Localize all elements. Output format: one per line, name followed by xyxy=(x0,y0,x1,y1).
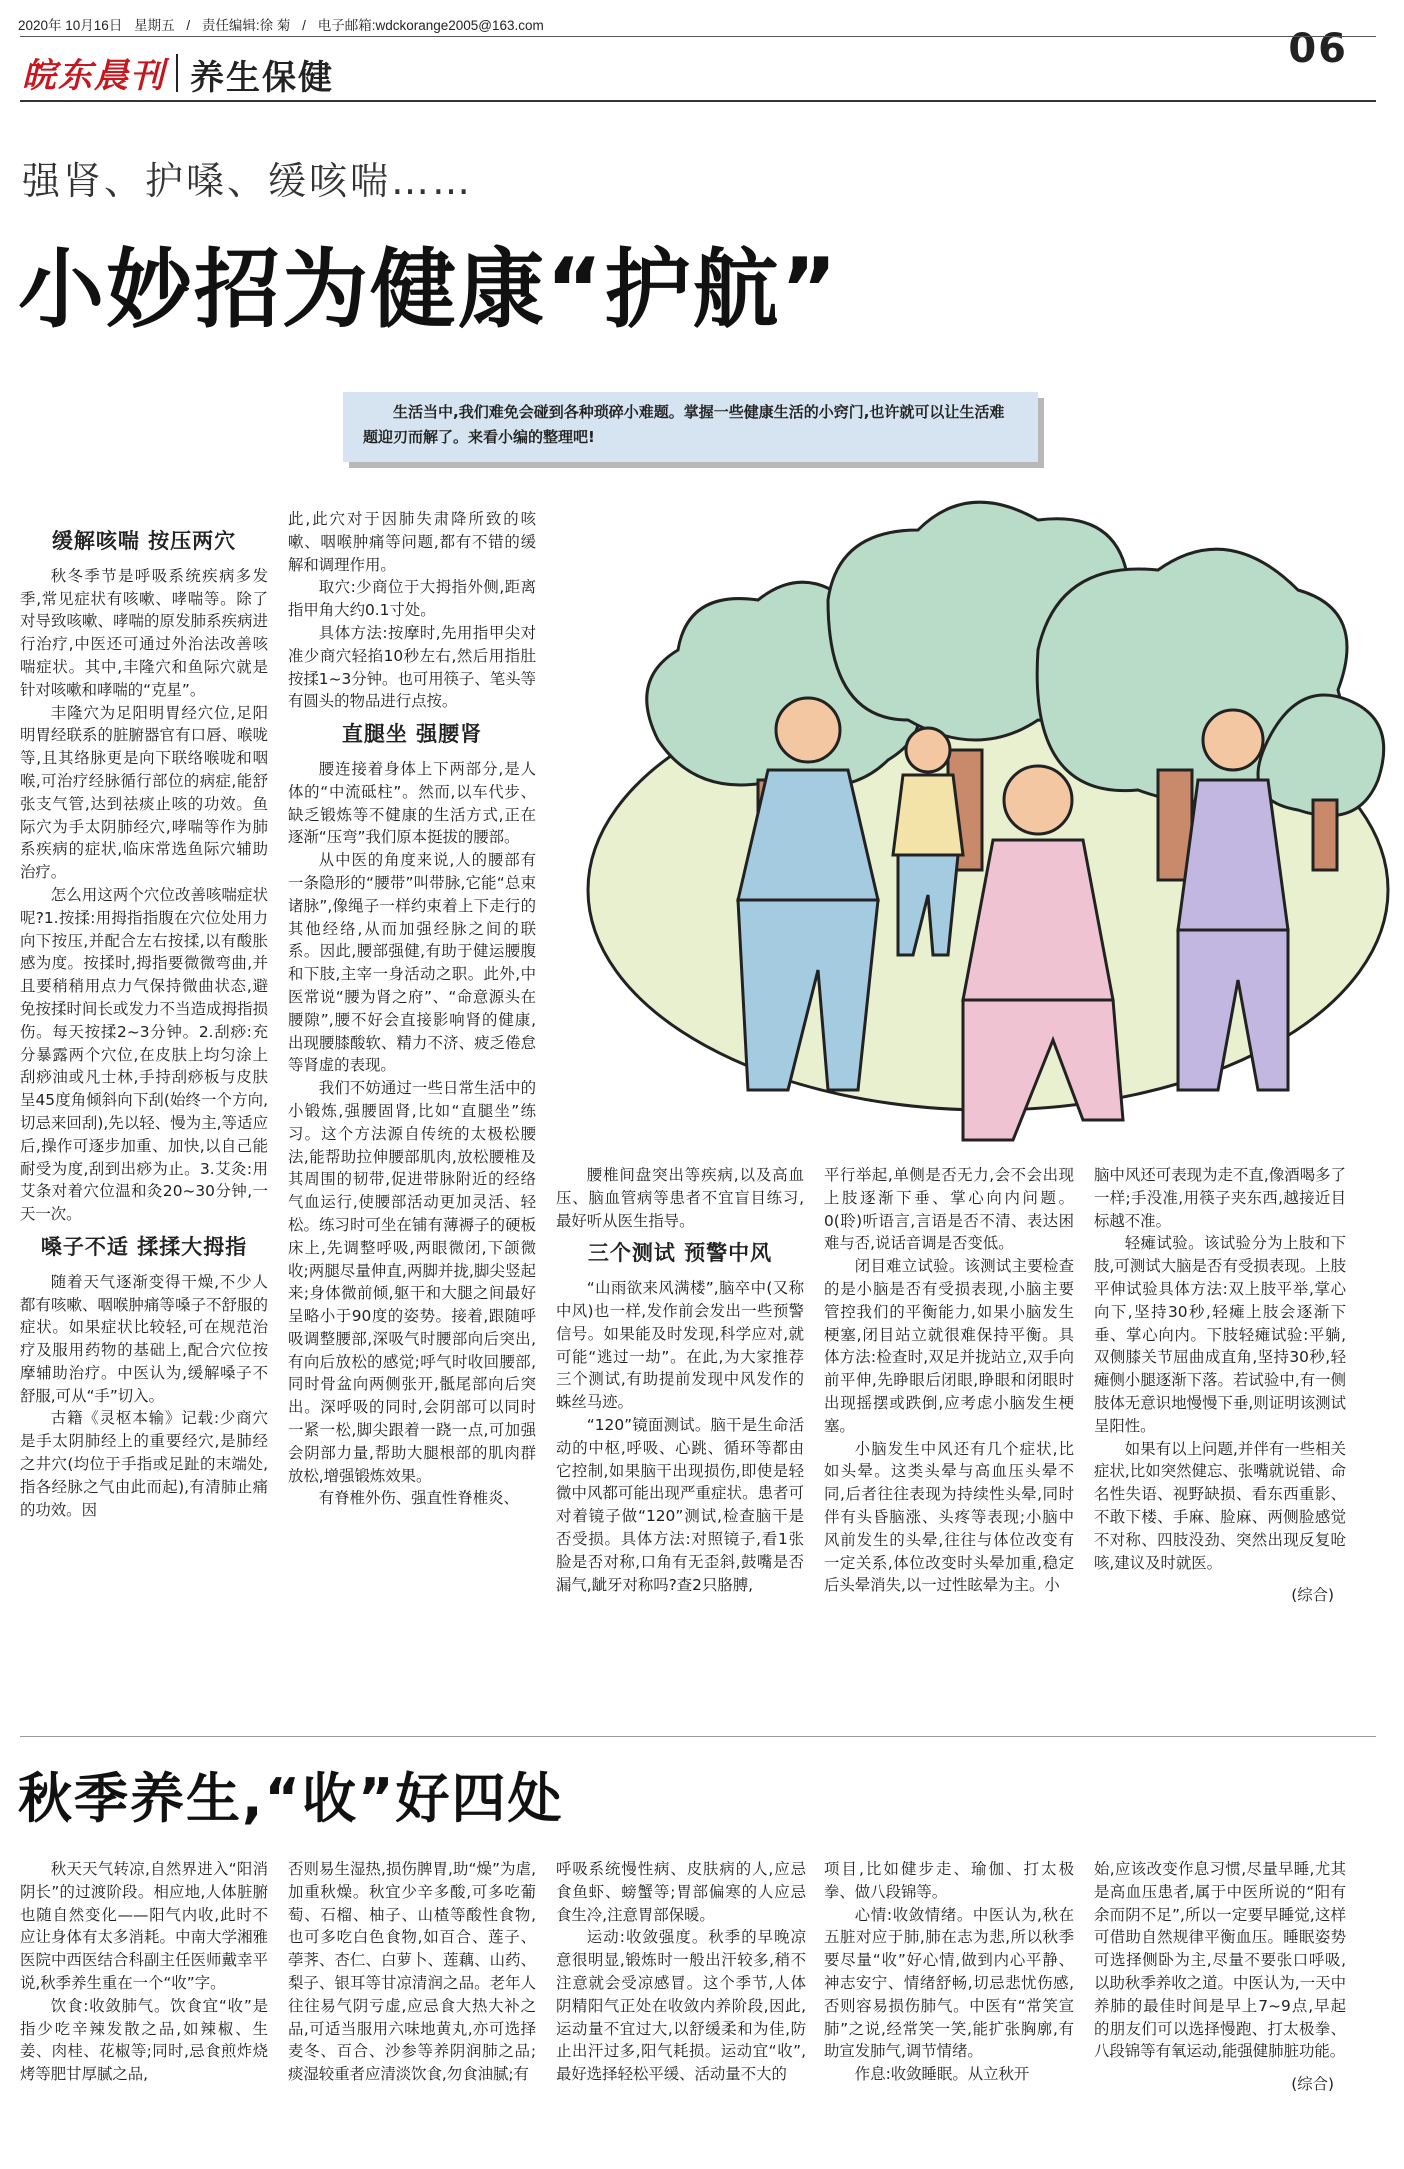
paragraph: 取穴:少商位于大拇指外侧,距离指甲角大约0.1寸处。 xyxy=(288,578,536,620)
article2-column-1 xyxy=(20,1858,268,2086)
paragraph: 腰椎间盘突出等疾病,以及高血压、脑血管病等患者不宜盲目练习,最好听从医生指导。 xyxy=(556,1166,804,1230)
article1-column-2 xyxy=(288,508,536,1510)
header-meta: 2020年 10月16日 星期五 / 责任编辑:徐 菊 / 电子邮箱:wdckorange2005@163.com xyxy=(18,18,544,33)
header-email[interactable]: 电子邮箱:wdckorange2005@163.com xyxy=(317,18,544,33)
article2-column-2 xyxy=(288,1858,536,2086)
paragraph: 怎么用这两个穴位改善咳喘症状呢?1.按揉:用拇指指腹在穴位处用力向下按压,并配合左右按揉,以有酸胀感为度。按揉时,拇指要微微弯曲,并且要稍稍用点力气保持微曲状态,避免按揉时间长或发力不当造成拇指损伤。每天按揉2~3分钟。2.刮痧:充分暴露两个穴位,在皮肤上均匀涂上刮痧油或凡士林,手持刮痧板与皮肤呈45度角倾斜向下刮(始终一个方向,切忌来回刮),先以轻、慢为主,等适应后,操作可逐步加重、加快,以自己能耐受为度,刮到出痧为止。3.艾灸:用艾条对着穴位温和灸20~30分钟,一天一次。 xyxy=(20,885,268,1224)
paragraph: 秋冬季节是呼吸系统疾病多发季,常见症状有咳嗽、哮喘等。除了对导致咳嗽、哮喘的原发肺系疾病进行治疗,中医还可通过外治法改善咳喘症状。其中,丰隆穴和鱼际穴就是针对咳嗽和哮喘的“克星”。 xyxy=(20,566,268,699)
article1-column-1 xyxy=(20,520,268,1521)
logo-separator xyxy=(176,54,178,92)
paragraph: “山雨欲来风满楼”,脑卒中(又称中风)也一样,发作前会发出一些预警信号。如果能及时发现,科学应对,就可能“逃过一劫”。在此,为大家推荐三个测试,有助提前发现中风发作的蛛丝马迹。 xyxy=(556,1279,804,1412)
signoff: (综合) xyxy=(1291,1586,1334,1605)
paragraph: 此,此穴对于因肺失肃降所致的咳嗽、咽喉肿痛等问题,都有不错的缓解和调理作用。 xyxy=(288,510,536,574)
paragraph: “120”镜面测试。脑干是生命活动的中枢,呼吸、心跳、循环等都由它控制,如果脑干出现损伤,即使是轻微中风都可能出现严重症状。患者可对着镜子做“120”测试,检查脑干是否受损。具体方法:对照镜子,看1张脸是否对称,口角有无歪斜,鼓嘴是否漏气,龇牙对称吗?查2只胳膊, xyxy=(556,1415,804,1594)
article2-title: 秋季养生,“收”好四处 xyxy=(18,1767,564,1830)
paragraph: 项目,比如健步走、瑜伽、打太极拳、做八段锦等。 xyxy=(824,1860,1074,1901)
tai-chi-illustration xyxy=(568,480,1398,1160)
paragraph: 古籍《灵枢本输》记载:少商穴是手太阴肺经上的重要经穴,是肺经之井穴(均位于手指或足趾的末端处,指各经脉之气由此而起),有清肺止痛的功效。因 xyxy=(20,1409,268,1519)
paragraph: 轻瘫试验。该试验分为上肢和下肢,可测试大脑是否有受损表现。上肢平伸试验具体方法:双上肢平举,掌心向下,坚持30秒,轻瘫上肢会逐渐下垂、掌心向内。下肢轻瘫试验:平躺,双侧膝关节屈曲成直角,坚持30秒,轻瘫侧小腿逐渐下落。若试验中,有一侧肢体无意识地慢慢下垂,则证明该测试呈阳性。 xyxy=(1094,1234,1346,1435)
article2-column-4 xyxy=(824,1858,1074,2086)
article2-column-3 xyxy=(556,1858,806,2086)
signoff: (综合) xyxy=(1291,2075,1334,2094)
paragraph: 具体方法:按摩时,先用指甲尖对准少商穴轻掐10秒左右,然后用指肚按揉1~3分钟。也可用筷子、笔头等有圆头的物品进行点按。 xyxy=(288,623,536,711)
paragraph: 从中医的角度来说,人的腰部有一条隐形的“腰带”叫带脉,它能“总束诸脉”,像绳子一样约束着上下走行的其他经络,从而加强经脉之间的联系。因此,腰部强健,有助于健运腰腹和下肢,主宰一身活动之职。此外,中医常说“腰为肾之府”、“命意源头在腰隙”,腰不好会直接影响肾的健康,出现腰膝酸软、精力不济、疲乏倦怠等肾虚的表现。 xyxy=(288,851,536,1075)
page-number: 06 xyxy=(1288,26,1348,72)
paragraph: 心情:收敛情绪。中医认为,秋在五脏对应于肺,肺在志为悲,所以秋季要尽量“收”好心情,做到内心平静、神志安宁、情绪舒畅,切忌悲忧伤感,否则容易损伤肺气。中医有“常笑宣肺”之说,经常笑一笑,能扩张胸廓,有助宣发肺气,调节情绪。 xyxy=(824,1905,1074,2061)
article1-column-4 xyxy=(824,1164,1074,1597)
subheading-stroke: 三个测试 预警中风 xyxy=(587,1241,773,1266)
paragraph: 运动:收敛强度。秋季的早晚凉意很明显,锻炼时一般出汗较多,稍不注意就会受凉感冒。这个季节,人体阴精阳气正处在收敛内养阶段,因此,运动量不宜过大,以舒缓柔和为佳,防止出汗过多,阳气耗损。运动宜“收”,最好选择轻松平缓、活动量不大的 xyxy=(556,1928,806,2084)
header-editor: 责任编辑:徐 菊 xyxy=(201,18,291,33)
paragraph: 闭目难立试验。该测试主要检查的是小脑是否有受损表现,小脑主要管控我们的平衡能力,如果小脑发生梗塞,闭目站立就很难保持平衡。具体方法:检查时,双足并拢站立,双手向前平伸,先睁眼后闭眼,睁眼和闭眼时出现摇摆或跌倒,应考虑小脑发生梗塞。 xyxy=(824,1257,1074,1435)
paragraph: 小脑发生中风还有几个症状,比如头晕。这类头晕与高血压头晕不同,后者往往表现为持续性头晕,同时伴有头昏脑涨、头疼等表现;小脑中风前发生的头晕,往往与体位改变有一定关系,体位改变时头晕加重,稳定后头晕消失,以一过性眩晕为主。小 xyxy=(824,1439,1074,1595)
article1-intro xyxy=(343,392,1038,462)
paragraph: 随着天气逐渐变得干燥,不少人都有咳嗽、咽喉肿痛等嗓子不舒服的症状。如果症状比较轻,可在规范治疗及服用药物的基础上,配合穴位按摩辅助治疗。中医认为,缓解嗓子不舒服,可从“手”切入。 xyxy=(20,1272,268,1405)
subheading-throat: 嗓子不适 揉揉大拇指 xyxy=(40,1234,248,1259)
paragraph: 平行举起,单侧是否无力,会不会出现上肢逐渐下垂、掌心向内问题。0(聆)听语言,言语是否不清、表达困难与否,说话音调是否变低。 xyxy=(824,1166,1074,1253)
header-rule-top xyxy=(20,36,1376,37)
paragraph: 呼吸系统慢性病、皮肤病的人,应忌食鱼虾、螃蟹等;胃部偏寒的人应忌食生冷,注意胃部保暖。 xyxy=(556,1860,806,1924)
paragraph: 有脊椎外伤、强直性脊椎炎、 xyxy=(318,1489,519,1508)
header-rule-bottom xyxy=(20,100,1376,102)
paper-logo: 皖东晨刊 xyxy=(22,56,166,96)
article1-subtitle: 强肾、护嗓、缓咳喘…… xyxy=(22,159,474,203)
paragraph: 作息:收敛睡眠。从立秋开 xyxy=(854,2065,1030,2084)
article1-column-3 xyxy=(556,1164,804,1596)
article-divider xyxy=(20,1736,1376,1737)
paragraph: 如果有以上问题,并伴有一些相关症状,比如突然健忘、张嘴就说错、命名性失语、视野缺损、看东西重影、不敢下楼、手麻、脸麻、两侧脸感觉不对称、四肢没劲、突然出现反复呛咳,建议及时就医。 xyxy=(1094,1439,1346,1572)
subheading-waist: 直腿坐 强腰肾 xyxy=(341,722,483,747)
paragraph: 丰隆穴为足阳明胃经穴位,足阳明胃经联系的脏腑器官有口唇、喉咙等,且其络脉更是向下联络喉咙和咽喉,可治疗经脉循行部位的病症,能舒张支气管,达到祛痰止咳的功效。鱼际穴为手太阴肺经穴,哮喘等作为肺系疾病的症状,临床常选鱼际穴辅助治疗。 xyxy=(20,703,268,882)
article2-column-5 xyxy=(1094,1858,1346,2096)
article1-column-5 xyxy=(1094,1164,1346,1607)
subheading-cough: 缓解咳喘 按压两穴 xyxy=(51,529,237,553)
paragraph: 饮食:收敛肺气。饮食宜“收”是指少吃辛辣发散之品,如辣椒、生姜、肉桂、花椒等;同时,忌食煎炸烧烤等肥甘厚腻之品, xyxy=(20,1996,268,2084)
header-date: 2020年 10月16日 xyxy=(18,18,123,33)
intro-text: 生活当中,我们难免会碰到各种琐碎小难题。掌握一些健康生活的小窍门,也许就可以让生活难题迎刃而解了。来看小编的整理吧! xyxy=(363,403,1005,446)
article1-title: 小妙招为健康“护航” xyxy=(18,240,840,340)
paragraph: 脑中风还可表现为走不直,像酒喝多了一样;手没准,用筷子夹东西,越接近目标越不准。 xyxy=(1094,1166,1346,1230)
header-weekday: 星期五 xyxy=(134,18,175,33)
section-name: 养生保健 xyxy=(190,58,334,98)
paragraph: 始,应该改变作息习惯,尽量早睡,尤其是高血压患者,属于中医所说的“阳有余而阴不足”,所以一定要早睡觉,这样可借助自然规律平衡血压。睡眠姿势可选择侧卧为主,尽量不要张口呼吸,以助秋季养收之道。中医认为,一天中养肺的最佳时间是早上7~9点,早起的朋友们可以选择慢跑、打太极拳、八段锦等有氧运动,能强健肺脏功能。 xyxy=(1094,1860,1346,2061)
paragraph: 腰连接着身体上下两部分,是人体的“中流砥柱”。然而,以车代步、缺乏锻炼等不健康的生活方式,正在逐渐“压弯”我们原本挺拔的腰部。 xyxy=(288,759,536,847)
paragraph: 否则易生湿热,损伤脾胃,助“燥”为虐,加重秋燥。秋宜少辛多酸,可多吃葡萄、石榴、柚子、山楂等酸性食物,也可多吃白色食物,如百合、莲子、荸荠、杏仁、白萝卜、莲藕、山药、梨子、银耳等甘凉清润之品。老年人往往易气阴亏虚,应忌食大热大补之品,可适当服用六味地黄丸,亦可选择麦冬、百合、沙参等养阴润肺之品;痰湿较重者应清淡饮食,勿食油腻;有 xyxy=(288,1860,536,2084)
paragraph: 我们不妨通过一些日常生活中的小锻炼,强腰固肾,比如“直腿坐”练习。这个方法源自传统的太极松腰法,能帮助拉伸腰部肌肉,放松腰椎及其周围的韧带,促进带脉附近的经络气血运行,使腰部活动更加灵活、轻松。练习时可坐在铺有薄褥子的硬板床上,先调整呼吸,两眼微闭,下颌微收;两腿尽量伸直,两脚并拢,脚尖竖起来;身体微前倾,躯干和大腿之间最好呈略小于90度的姿势。接着,跟随呼吸调整腰部,深吸气时腰部向后突出,有向后放松的感觉;呼气时收回腰部,同时骨盆向两侧张开,骶尾部向后突出。深呼吸的同时,会阴部可以同时一紧一松,脚尖跟着一跷一点,可加强会阴部力量,帮助大腿根部的肌肉群放松,增强锻炼效果。 xyxy=(288,1079,536,1485)
paragraph: 秋天天气转凉,自然界进入“阳消阴长”的过渡阶段。相应地,人体脏腑也随自然变化——阳气内收,此时不应让身体有太多消耗。中南大学湘雅医院中西医结合科副主任医师戴幸平说,秋季养生重在一个“收”字。 xyxy=(20,1860,268,1992)
